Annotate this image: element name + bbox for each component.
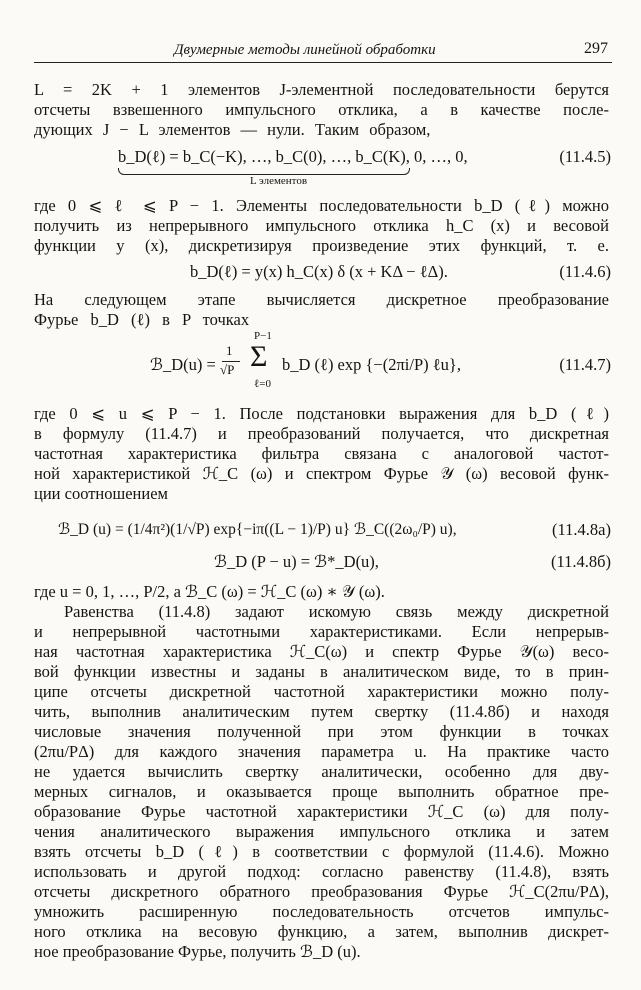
running-title: Двумерные методы линейной обработки [174,42,436,58]
sum-upper-limit: P−1 [254,330,272,342]
text-line: Равенства (11.4.8) задают искомую связь между дискретной [64,602,609,621]
text-line: вой функции известны и заданы в аналитическом виде, то в прин- [34,662,609,681]
equation-lhs: ℬ_D(u) = [150,355,216,374]
text-line: ная частотная характеристика ℋ_C(ω) и спектр Фурье 𝒴(ω) весо- [34,642,609,661]
text-line: L = 2K + 1 элементов J-элементной последовательности берутся [34,80,609,99]
text-line: дующих J − L элементов — нули. Таким образом, [34,120,431,139]
sum-lower-limit: ℓ=0 [254,378,271,390]
text-line: Фурье b_D (ℓ) в P точках [34,310,250,329]
equation-number: (11.4.7) [559,355,611,374]
underbrace-label: L элементов [250,175,308,187]
coefficient-numerator: 1 [226,343,233,358]
equation-11-4-8b: ℬ_D (P − u) = ℬ*_D(u), [214,552,379,571]
equation-number: (11.4.6) [559,262,611,281]
equation-11-4-6: b_D(ℓ) = y(x) h_C(x) δ (x + KΔ − ℓΔ). [190,262,448,281]
text-line: в формулу (11.4.7) и преобразований получается, что дискретная [34,424,609,443]
text-line: где 0 ⩽ u ⩽ P − 1. После подстановки выражения для b_D (ℓ) [34,404,609,423]
coefficient-denominator: √P [220,362,235,377]
page-number: 297 [584,40,608,57]
sum-sign: Σ [250,340,268,373]
text-line: ции соотношением [34,484,168,503]
text-line: образование Фурье частотной характеристики ℋ_C (ω) для полу- [34,802,609,821]
text-line: где 0 ⩽ ℓ ⩽ P − 1. Элементы последовательности b_D (ℓ) можно [34,196,609,215]
equation-number: (11.4.8б) [550,552,611,571]
text-line: На следующем этапе вычисляется дискретное преобразование [34,290,609,309]
text-line: взять отсчеты b_D (ℓ) в соответствии с формулой (11.4.6). Можно [34,842,609,861]
equation-number: (11.4.8а) [552,520,611,539]
text-line: где u = 0, 1, …, P/2, а ℬ_C (ω) = ℋ_C (ω) ∗ 𝒴 (ω). [34,582,385,601]
text-line: частотная характеристика фильтра связана с аналоговой частот- [34,444,609,463]
text-line: не удается вычислить свертку аналитически, особенно для дву- [34,762,609,781]
text-line: и непрерывной частотными характеристиками. Если непрерыв- [34,622,609,641]
running-header [34,40,612,63]
equation-11-4-7: b_D (ℓ) exp {−(2πi/P) ℓu}, [282,355,461,374]
text-line: мерных сигналов, и оказывается проще выполнить обратное пре- [34,782,609,801]
text-line: использовать и другой подход: согласно равенству (11.4.8), взять [34,862,609,881]
text-line: отсчеты дискретного обратного преобразования Фурье ℋ_C(2πu/PΔ), [34,882,609,901]
text-line: чения аналитического выражения импульсного отклика и затем [34,822,609,841]
text-line: (2πu/PΔ) для каждого значения параметра u. На практике часто [34,742,609,761]
text-line: ного отклика на весовую функцию, а затем, выполнив дискрет- [34,922,609,941]
underbrace [118,168,410,175]
equation-11-4-5: b_D(ℓ) = b_C(−K), …, b_C(0), …, b_C(K), 0, …, 0, [118,147,468,166]
text-line: чить, выполнив аналитическим путем свертку (11.4.8б) и находя [34,702,609,721]
text-line: ципе отсчеты дискретной частотной характеристики можно полу- [34,682,609,701]
text-line: ное преобразование Фурье, получить ℬ_D (u). [34,942,361,961]
text-line: ной характеристикой ℋ_C (ω) и спектром Фурье 𝒴 (ω) весовой функ- [34,464,609,483]
equation-11-4-8a: ℬ_D (u) = (1/4π²)(1/√P) exp{−iπ((L − 1)/P) u} ℬ_C((2ω₀/P) u), [58,521,457,538]
text-line: функции y (x), дискретизируя произведение этих функций, т. е. [34,236,609,255]
text-line: числовые значения полученной при этом функции в точках [34,722,609,741]
text-line: получить из непрерывного импульсного отклика h_C (x) и весовой [34,216,609,235]
text-line: умножить расширенную последовательность отсчетов импульс- [34,902,609,921]
text-line: отсчеты взвешенного импульсного отклика, а в качестве после- [34,100,609,119]
equation-number: (11.4.5) [559,147,611,166]
